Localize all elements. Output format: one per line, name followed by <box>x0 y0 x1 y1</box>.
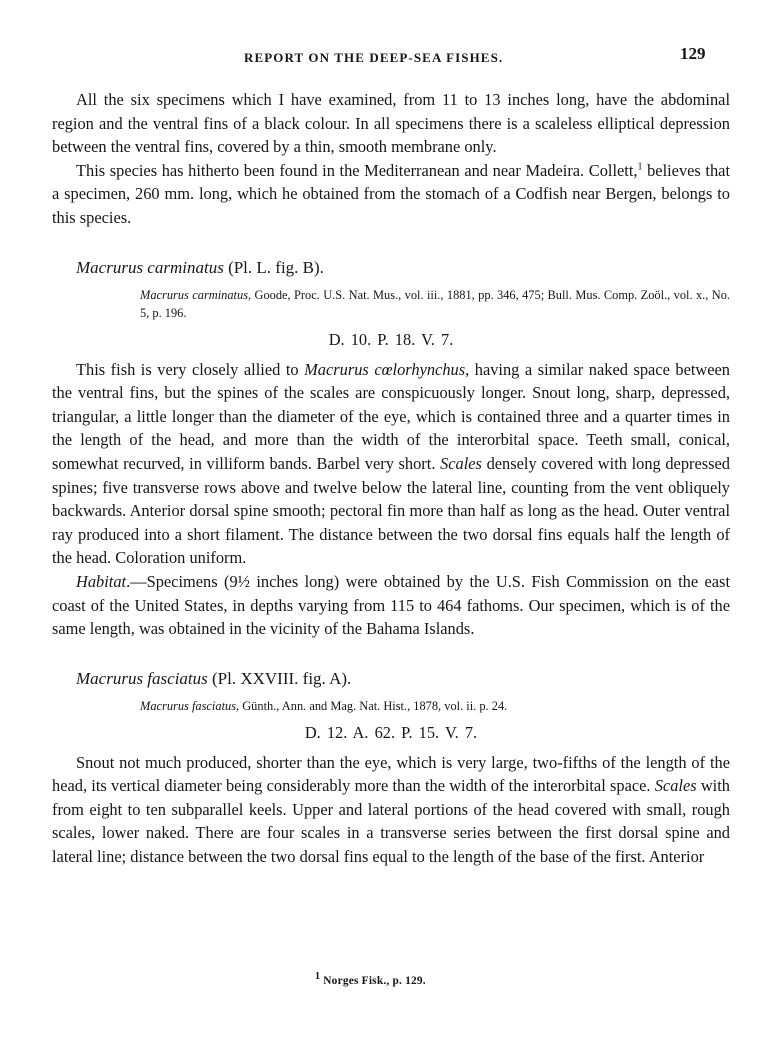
desc-text: , having a similar naked space between the ventral fins, but the spines of the scales are conspicuously longer. Snout long, sharp, depressed, triangular, a little longer than the diameter of the eye, which is contained three and a quarter times in the length of the head, and more than the width of the interorbital space. Teeth small, conical, somewhat recurved, in villiform bands. Barbel very short. <box>52 359 730 473</box>
plate-reference: (Pl. XXVIII. fig. A). <box>207 668 352 688</box>
synonymy-name: Macrurus fasciatus <box>140 698 237 713</box>
desc-italic-scales: Scales <box>654 776 697 796</box>
fin-formula-fasciatus: D. 12. A. 62. P. 15. V. 7. <box>304 722 478 742</box>
desc-italic-scales: Scales <box>440 453 482 473</box>
running-header <box>0 44 776 68</box>
species-heading-carminatus <box>76 256 730 280</box>
synonymy-reference: , Goode, Proc. U.S. Nat. Mus., vol. iii., 1881, pp. 346, 475; Bull. Mus. Comp. Zoöl., vol. x., No. 5, p. 196. <box>140 287 730 320</box>
running-title: REPORT ON THE DEEP-SEA FISHES. <box>244 50 504 65</box>
habitat-carminatus <box>52 570 730 641</box>
desc-text: with from eight to ten subparallel keels. Upper and lateral portions of the head covered with small, rough scales, lower naked. There are four scales in a transverse series between the first dorsal spine and lateral line; distance between the two dorsal fins equal to the length of the base of the first. Anterior <box>52 776 730 867</box>
habitat-text: .—Specimens (9½ inches long) were obtained by the U.S. Fish Commission on the east coast of the United States, in depths varying from 115 to 464 fathoms. Our specimen, which is of the same length, was obtained in the vicinity of the Bahama Islands. <box>52 571 730 639</box>
footnote <box>315 971 426 987</box>
desc-text: This fish is very closely allied to <box>76 359 305 379</box>
species-heading-fasciatus <box>76 667 730 691</box>
intro-paragraph-1: All the six specimens which I have examined, from 11 to 13 inches long, have the abdominal region and the ventral fins of a black colour. In all specimens there is a scaleless elliptical depression between the ventral fins, covered by a thin, smooth membrane only. <box>52 90 730 157</box>
synonymy-fasciatus <box>140 697 730 715</box>
desc-text: Snout not much produced, shorter than the eye, which is very large, two-fifths of the length of the head, its vertical diameter being considerably more than the width of the interorbital space. <box>52 752 730 796</box>
description-fasciatus <box>52 751 730 869</box>
desc-text: densely covered with long depressed spines; five transverse rows above and twelve below the lateral line, counting from the vent obliquely backwards. Anterior dorsal spine smooth; pectoral fin more than half as long as the head. Outer ventral ray produced into a short filament. The distance between the two dorsal fins equals half the length of the head. Coloration uniform. <box>52 453 730 568</box>
desc-italic-name: Macrurus cœlorhynchus <box>304 359 466 379</box>
synonymy-carminatus <box>140 286 730 322</box>
habitat-label: Habitat <box>76 571 127 591</box>
species-name: Macrurus fasciatus <box>76 668 208 688</box>
description-carminatus <box>52 358 730 570</box>
plate-reference: (Pl. L. fig. B). <box>223 257 324 277</box>
page-number: 129 <box>680 44 706 63</box>
intro-paragraph-2 <box>52 159 730 230</box>
species-name: Macrurus carminatus <box>76 257 224 277</box>
intro-text-b: believes that a specimen, 260 mm. long, which he obtained from the stomach of a Codfish near Bergen, belongs to this species. <box>52 160 730 227</box>
synonymy-reference: , Günth., Ann. and Mag. Nat. Hist., 1878, vol. ii. p. 24. <box>236 698 508 713</box>
intro-text-a: This species has hitherto been found in the Mediterranean and near Madeira. Collett, <box>76 160 638 180</box>
footnote-mark: 1 <box>315 971 321 983</box>
fin-formula-carminatus: D. 10. P. 18. V. 7. <box>328 329 454 349</box>
synonymy-name: Macrurus carminatus <box>140 287 249 302</box>
footnote-text: Norges Fisk., p. 129. <box>320 975 426 987</box>
page-body <box>52 88 730 869</box>
footnote-reference: 1 <box>637 161 643 173</box>
